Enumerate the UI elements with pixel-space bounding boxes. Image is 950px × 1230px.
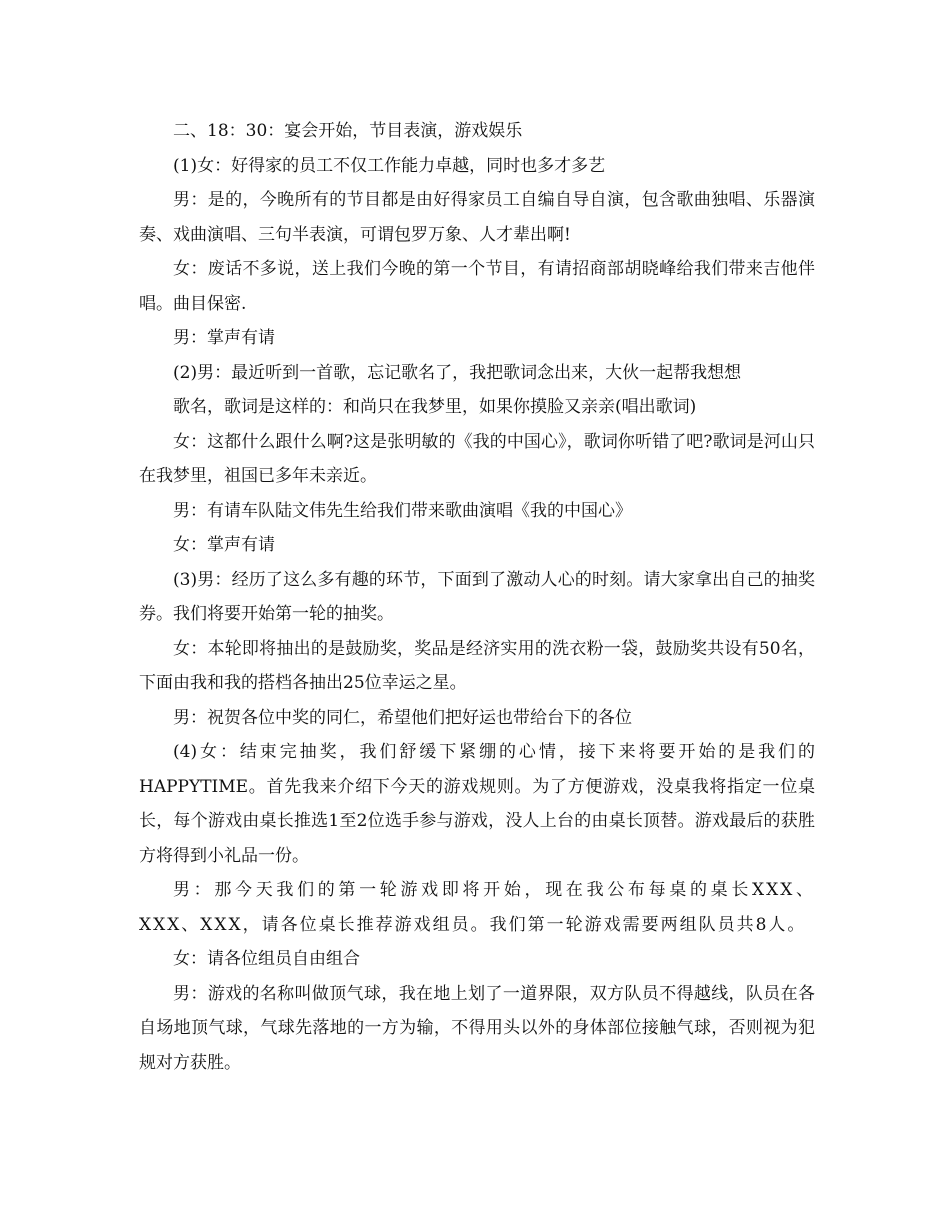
paragraph: 女：这都什么跟什么啊?这是张明敏的《我的中国心》，歌词你听错了吧?歌词是河山只在我梦里，祖国已多年未亲近。 [139,431,815,486]
paragraph: 女：本轮即将抽出的是鼓励奖，奖品是经济实用的洗衣粉一袋，鼓励奖共设有50名，下面由我和我的搭档各抽出25位幸运之星。 [139,638,815,693]
paragraph: (2)男：最近听到一首歌，忘记歌名了，我把歌词念出来，大伙一起帮我想想 [173,362,742,383]
paragraph: 男：祝贺各位中奖的同仁，希望他们把好运也带给台下的各位 [173,707,632,728]
paragraph: 女：掌声有请 [173,535,275,555]
paragraph: 男：是的，今晚所有的节目都是由好得家员工自编自导自演，包含歌曲独唱、乐器演奏、戏曲演唱、三句半表演，可谓包罗万象、人才辈出啊! [139,190,815,245]
paragraph: (4)女：结束完抽奖，我们舒缓下紧绷的心情，接下来将要开始的是我们的HAPPYTIME。首先我来介绍下今天的游戏规则。为了方便游戏，没桌我将指定一位桌长，每个游戏由桌长推选1至2位选手参与游戏，没人上台的由桌长顶替。游戏最后的获胜方将得到小礼品一份。 [139,742,815,866]
document-body [139,114,815,1080]
paragraph: 女：请各位组员自由组合 [173,949,360,969]
paragraph: 男：掌声有请 [173,328,275,348]
paragraph: 男：有请车队陆文伟先生给我们带来歌曲演唱《我的中国心》 [173,500,632,521]
paragraph: 歌名，歌词是这样的：和尚只在我梦里，如果你摸脸又亲亲(唱出歌词) [173,397,697,417]
paragraph: 女：废话不多说，送上我们今晚的第一个节目，有请招商部胡晓峰给我们带来吉他伴唱。曲目保密. [139,259,815,314]
paragraph: 男：游戏的名称叫做顶气球，我在地上划了一道界限，双方队员不得越线，队员在各自场地顶气球，气球先落地的一方为输，不得用头以外的身体部位接触气球，否则视为犯规对方获胜。 [139,983,815,1073]
section-heading: 二、18：30：宴会开始，节目表演，游戏娱乐 [173,121,523,141]
paragraph: (1)女：好得家的员工不仅工作能力卓越，同时也多才多艺 [173,155,606,176]
paragraph: (3)男：经历了这么多有趣的环节，下面到了激动人心的时刻。请大家拿出自己的抽奖券。我们将要开始第一轮的抽奖。 [139,569,815,624]
paragraph: 男：那今天我们的第一轮游戏即将开始，现在我公布每桌的桌长XXX、XXX、XXX，请各位桌长推荐游戏组员。我们第一轮游戏需要两组队员共8人。 [139,880,815,935]
